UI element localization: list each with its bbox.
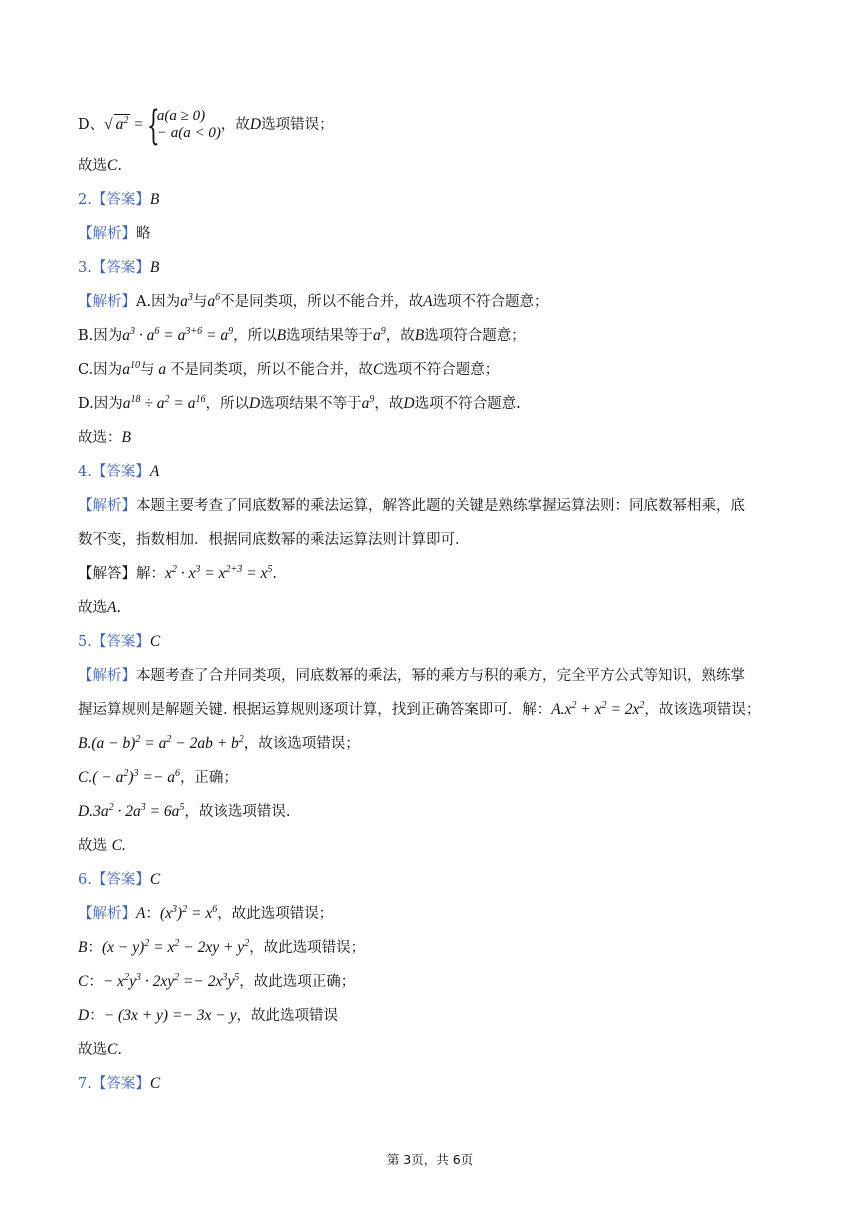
q5-option-d: $D.3a^2 \cdot 2a^3 = 6a^5$，故该选项错误.	[78, 801, 291, 820]
q6-analysis-a: 【解析】A：$(x^3)^2 = x^6$，故此选项错误；	[78, 903, 334, 922]
page-footer: 第 3页，共 6页	[386, 1152, 474, 1167]
q4-analysis-2: 数不变，指数相加．根据同底数幂的乘法运算法则计算即可．	[78, 532, 470, 548]
q4-answer-line: 4.【答案】A	[78, 463, 160, 480]
q6-answer-line: 6.【答案】C	[78, 871, 161, 888]
q5-analysis-1: 【解析】本题考查了合并同类项，同底数幂的乘法，幂的乘方与积的乘方，完全平方公式等知识，熟练掌	[78, 668, 745, 684]
option-d-line: D、√ $a^2$ = { a(a ≥ 0) − a(a < 0) ，故D选项错误；	[78, 103, 334, 149]
q3-selection: 故选：B	[78, 429, 131, 446]
q4-analysis-1: 【解析】本题主要考查了同底数幂的乘法运算，解答此题的关键是熟练掌握运算法则：同底数幂相乘，底	[78, 498, 745, 514]
q3-analysis-d: D.因为$a^{18} \div a^2 = a^{16}$，所以D选项结果不等于$a^9$，故D选项不符合题意.	[78, 393, 521, 412]
q3-analysis-c: C.因为$a^{10}$与 a 不是同类项，所以不能合并，故C选项不符合题意；	[78, 359, 500, 378]
q3-analysis-b: B.因为$a^3 \cdot a^6 = a^{3+6} = a^9$，所以B选项结果等于$a^9$，故B选项符合题意；	[78, 325, 526, 344]
option-d-label: D、	[78, 117, 105, 133]
q6-option-d: D：− (3x + y) =− 3x − y，故此选项错误	[78, 1007, 338, 1024]
conclusion-line: 故选C.	[78, 157, 122, 174]
q5-analysis-2: 握运算规则是解题关键. 根据运算规则逐项计算，找到正确答案即可．解：$A.x^2 + x^2 = 2x^2$，故该选项错误；	[78, 699, 761, 718]
q5-option-b: $B.(a - b)^2 = a^2 - 2ab + b^2$，故该选项错误；	[78, 733, 360, 752]
q3-analysis-a: 【解析】A.因为$a^3$与$a^6$不是同类项，所以不能合并，故A选项不符合题意；	[78, 291, 549, 310]
q6-option-c: C：− $x^2y^3 \cdot 2xy^2 =- 2x^3y^5$，故此选项正确；	[78, 971, 356, 990]
q6-option-b: B：$(x - y)^2 = x^2 - 2xy + y^2$，故此选项错误；	[78, 937, 366, 956]
q4-selection: 故选A.	[78, 599, 122, 616]
q4-solution: 【解答】解：$x^2 \cdot x^3 = x^{2+3} = x^5$.	[78, 563, 277, 582]
q5-answer-line: 5.【答案】C	[78, 633, 161, 650]
q6-selection: 故选C.	[78, 1041, 122, 1058]
cases-expression: { a(a ≥ 0) − a(a < 0)	[146, 103, 221, 149]
q5-option-c: $C.( - a^2)^3 =- a^6$，正确；	[78, 767, 238, 786]
q5-selection: 故选 C.	[78, 837, 126, 854]
q2-answer-line: 2.【答案】B	[78, 191, 160, 208]
q2-analysis-line: 【解析】略	[78, 226, 151, 242]
q3-answer-line: 3.【答案】B	[78, 259, 160, 276]
q7-answer-line: 7.【答案】C	[78, 1075, 161, 1092]
